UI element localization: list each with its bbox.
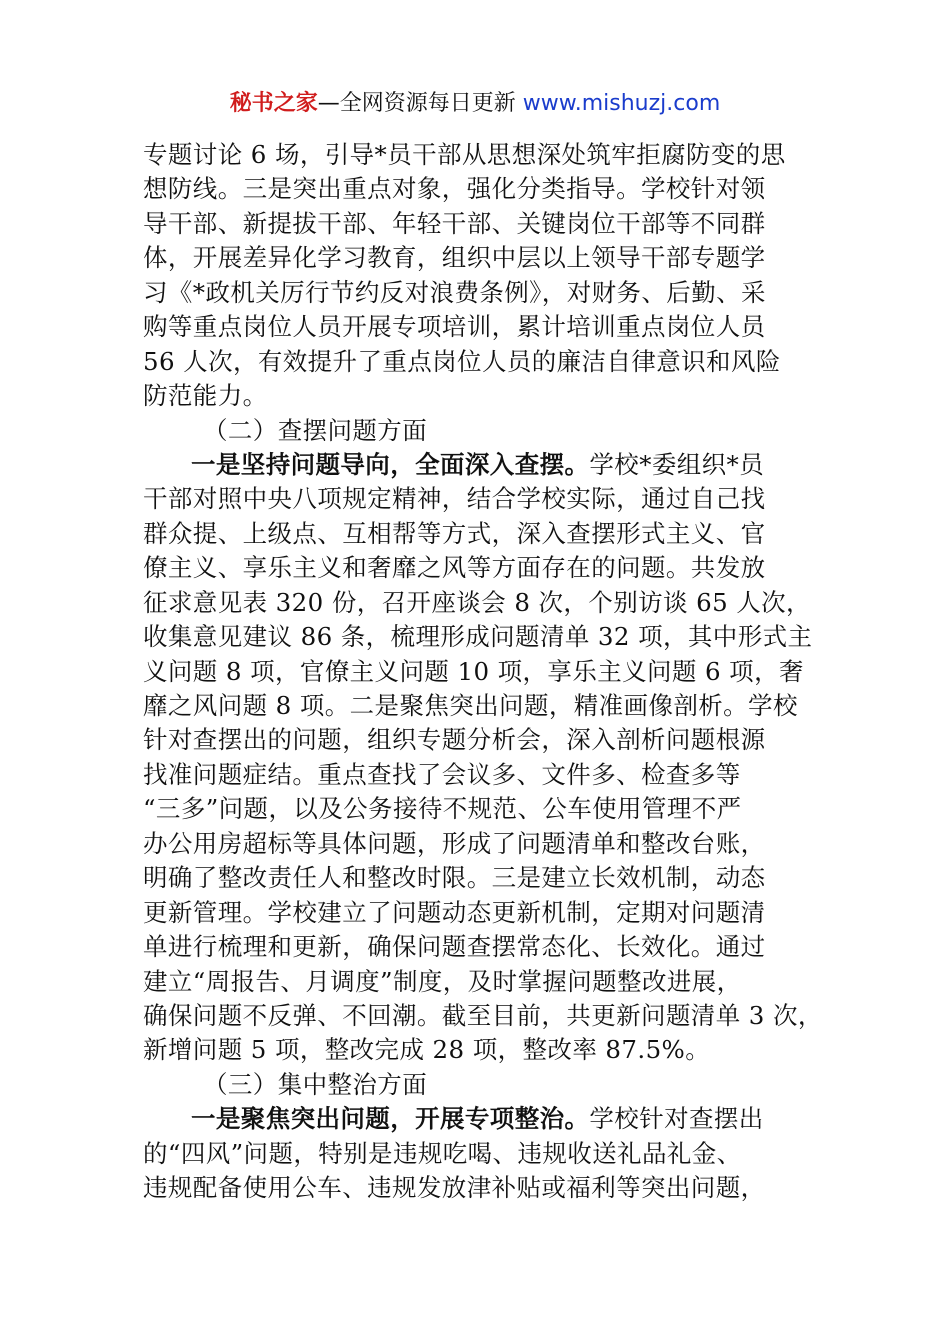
text-line	[143, 551, 823, 585]
line-text: 更新管理。学校建立了问题动态更新机制，定期对问题清	[143, 897, 766, 927]
text-line	[143, 930, 823, 964]
line-text: 干部对照中央八项规定精神，结合学校实际，通过自己找	[143, 484, 766, 514]
line-text: 违规配备使用公车、违规发放津补贴或福利等突出问题，	[143, 1173, 766, 1203]
text-line	[143, 241, 823, 275]
text-line	[143, 827, 823, 861]
line-text: 单进行梳理和更新，确保问题查摆常态化、长效化。通过	[143, 932, 766, 962]
line-text: 专题讨论 6 场，引导*员干部从思想深处筑牢拒腐防变的思	[143, 140, 786, 169]
text-line	[143, 379, 823, 413]
line-text: “三多”问题，以及公务接待不规范、公车使用管理不严	[143, 794, 742, 824]
header-brand: 秘书之家	[229, 91, 318, 116]
text-line	[143, 655, 823, 689]
line-text: 征求意见表 320 份，召开座谈会 8 次，个别访谈 65 人次，	[143, 587, 811, 617]
line-text: 的“四风”问题，特别是违规吃喝、违规收送礼品礼金、	[143, 1138, 742, 1168]
line-text: 防范能力。	[143, 381, 268, 411]
line-text: 收集意见建议 86 条，梳理形成问题清单 32 项，其中形式主	[143, 622, 813, 652]
section-heading	[143, 414, 823, 448]
text-line	[143, 965, 823, 999]
line-text: 学校*委组织*员	[589, 449, 765, 479]
text-line	[143, 448, 823, 482]
text-line	[143, 1137, 823, 1171]
header-slogan: —全网资源每日更新	[317, 91, 523, 116]
line-text: 办公用房超标等具体问题，形成了问题清单和整改台账，	[143, 828, 766, 858]
line-text: 确保问题不反弹、不回潮。截至目前，共更新问题清单 3 次，	[143, 1000, 823, 1030]
line-text: 僚主义、享乐主义和奢靡之风等方面存在的问题。共发放	[143, 553, 766, 583]
text-line	[143, 207, 823, 241]
text-line	[143, 1171, 823, 1205]
section-heading	[143, 1068, 823, 1102]
lead-sentence: 一是聚焦突出问题，开展专项整治。	[191, 1104, 590, 1134]
text-line	[143, 310, 823, 344]
line-text: 体，开展差异化学习教育，组织中层以上领导干部专题学	[143, 243, 766, 273]
header-site-link[interactable]: www.mishuzj.com	[522, 91, 721, 116]
line-text: 购等重点岗位人员开展专项培训，累计培训重点岗位人员	[143, 312, 766, 342]
lead-sentence: 一是坚持问题导向，全面深入查摆。	[191, 449, 590, 479]
line-text: 想防线。三是突出重点对象，强化分类指导。学校针对领	[143, 174, 766, 204]
page-header	[0, 88, 950, 120]
text-line	[143, 861, 823, 895]
line-text: 学校针对查摆出	[589, 1104, 764, 1134]
line-text: 建立“周报告、月调度”制度，及时掌握问题整改进展，	[143, 966, 742, 996]
line-text: 找准问题症结。重点查找了会议多、文件多、检查多等	[143, 759, 741, 789]
line-text: 义问题 8 项，官僚主义问题 10 项，享乐主义问题 6 项，奢	[143, 656, 804, 686]
text-line	[143, 723, 823, 757]
text-line	[143, 1102, 823, 1136]
text-line	[143, 689, 823, 723]
text-line	[143, 1033, 823, 1067]
line-text: 56 人次，有效提升了重点岗位人员的廉洁自律意识和风险	[143, 346, 781, 376]
text-line	[143, 172, 823, 206]
text-line	[143, 276, 823, 310]
line-text: 明确了整改责任人和整改时限。三是建立长效机制，动态	[143, 863, 766, 893]
text-line	[143, 758, 823, 792]
text-line	[143, 999, 823, 1033]
text-line	[143, 896, 823, 930]
text-line	[143, 482, 823, 516]
line-text: 靡之风问题 8 项。二是聚焦突出问题，精准画像剖析。学校	[143, 691, 798, 720]
text-line	[143, 620, 823, 654]
text-line	[143, 345, 823, 379]
line-text: 群众提、上级点、互相帮等方式，深入查摆形式主义、官	[143, 518, 766, 548]
document-body	[143, 138, 823, 1206]
line-text: 新增问题 5 项，整改完成 28 项，整改率 87.5%。	[143, 1035, 711, 1065]
line-text: 针对查摆出的问题，组织专题分析会，深入剖析问题根源	[143, 725, 766, 755]
text-line	[143, 586, 823, 620]
text-line	[143, 792, 823, 826]
line-text: （三）集中整治方面	[203, 1069, 428, 1099]
text-line	[143, 517, 823, 551]
line-text: 导干部、新提拔干部、年轻干部、关键岗位干部等不同群	[143, 208, 766, 238]
text-line	[143, 138, 823, 172]
line-text: 习《*政机关厉行节约反对浪费条例》，对财务、后勤、采	[143, 277, 766, 307]
line-text: （二）查摆问题方面	[203, 415, 428, 445]
